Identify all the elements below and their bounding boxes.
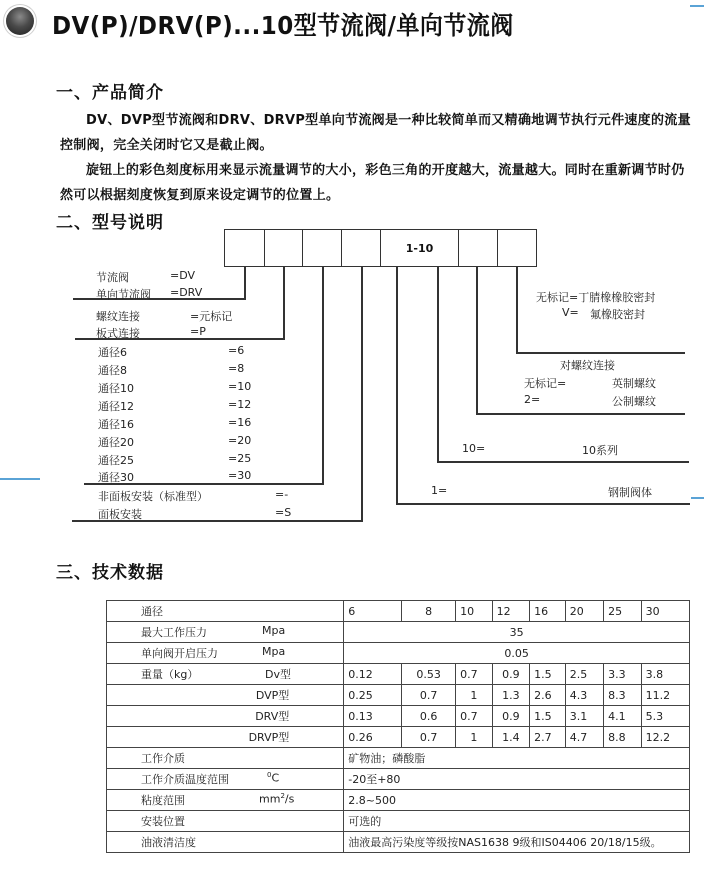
page-title: DV(P)/DRV(P)...10型节流阀/单向节流阀 — [52, 11, 514, 40]
row-label: 通径 — [107, 601, 344, 622]
weight-cell: 0.9 — [492, 706, 529, 727]
option-label: 单向节流阀 — [96, 288, 151, 301]
weight-cell: 11.2 — [641, 685, 689, 706]
connector-line — [244, 267, 246, 299]
option-label: 通径16 — [98, 418, 134, 431]
weight-cell: 3.3 — [604, 664, 641, 685]
weight-cell: 0.7 — [402, 685, 456, 706]
weight-cell: 8.3 — [604, 685, 641, 706]
connector-line — [396, 503, 690, 505]
body-option-code: 1= — [431, 484, 448, 497]
seal-option-label: 氟橡胶密封 — [590, 308, 645, 321]
table-row — [107, 622, 690, 643]
code-box — [224, 229, 264, 267]
code-box — [264, 229, 302, 267]
option-code: =S — [275, 506, 292, 519]
option-code: =DRV — [170, 286, 203, 299]
weight-cell: 1.3 — [492, 685, 529, 706]
intro-paragraph: DV、DVP型节流阀和DRV、DRVP型单向节流阀是一种比较简单而又精确地调节执行元件速度的流量控制阀，完全关闭时它又是截止阀。 — [60, 113, 691, 153]
unit-label: Mpa — [262, 624, 286, 637]
table-row — [107, 790, 690, 811]
seal-option-code: V= — [562, 306, 579, 319]
size-cell: 8 — [402, 601, 456, 622]
option-label: 节流阀 — [96, 271, 129, 284]
option-code: =10 — [228, 380, 252, 393]
thread-option-label: 公制螺纹 — [612, 395, 656, 408]
intro-text — [60, 108, 692, 208]
connector-line — [476, 267, 478, 414]
connector-line — [322, 267, 324, 484]
value-cell: 35 — [344, 622, 690, 643]
table-row — [107, 832, 690, 853]
weight-cell: 0.12 — [344, 664, 402, 685]
row-label: 单向阀开启压力 Mpa — [107, 643, 344, 664]
tech-data-table — [106, 600, 690, 853]
section-heading-model: 二、型号说明 — [56, 213, 164, 233]
valve-type-label: DRVP型 — [107, 727, 344, 748]
value-cell: 2.8~500 — [344, 790, 690, 811]
decorative-line — [0, 478, 40, 480]
thread-option-label: 英制螺纹 — [612, 377, 656, 390]
table-row — [107, 706, 690, 727]
size-cell: 16 — [530, 601, 566, 622]
weight-cell: 0.7 — [456, 664, 493, 685]
connector-line — [396, 267, 398, 504]
unit-label: Mpa — [262, 645, 286, 658]
option-code: =- — [275, 488, 289, 501]
connector-line — [516, 267, 518, 353]
option-label: 通径6 — [98, 346, 127, 359]
code-box — [458, 229, 497, 267]
valve-type-label: DRV型 — [107, 706, 344, 727]
weight-cell: 0.7 — [402, 727, 456, 748]
value-cell: 0.05 — [344, 643, 690, 664]
table-row — [107, 727, 690, 748]
option-code: =30 — [228, 469, 252, 482]
weight-cell: 4.7 — [565, 727, 603, 748]
thread-title: 对螺纹连接 — [560, 359, 615, 372]
title-bullet-icon — [6, 7, 34, 35]
weight-cell: 0.7 — [456, 706, 493, 727]
option-code: =6 — [228, 344, 245, 357]
table-row — [107, 601, 690, 622]
code-box — [497, 229, 537, 267]
value-cell: 矿物油；磷酸脂 — [344, 748, 690, 769]
option-code: =P — [190, 325, 206, 338]
option-label: 通径10 — [98, 382, 134, 395]
row-label: 粘度范围 $mm^2/s$ — [107, 790, 344, 811]
weight-cell: 1 — [456, 685, 493, 706]
table-row — [107, 664, 690, 685]
weight-cell: 1.5 — [530, 706, 566, 727]
option-label: 螺纹连接 — [96, 310, 140, 323]
size-cell: 6 — [344, 601, 402, 622]
option-label: 通径12 — [98, 400, 134, 413]
weight-cell: 3.1 — [565, 706, 603, 727]
table-row — [107, 643, 690, 664]
series-option-code: 10= — [462, 442, 486, 455]
option-code: =12 — [228, 398, 252, 411]
weight-cell: 0.13 — [344, 706, 402, 727]
weight-cell: 4.3 — [565, 685, 603, 706]
weight-cell: 0.26 — [344, 727, 402, 748]
weight-cell: 1 — [456, 727, 493, 748]
row-label: 安装位置 — [107, 811, 344, 832]
decorative-line — [691, 497, 704, 499]
connector-line — [437, 461, 689, 463]
valve-type-label: DVP型 — [107, 685, 344, 706]
option-code: =20 — [228, 434, 252, 447]
code-box — [341, 229, 380, 267]
weight-cell: 2.5 — [565, 664, 603, 685]
intro-paragraph: 旋钮上的彩色刻度标用来显示流量调节的大小，彩色三角的开度越大，流量越大。同时在重新调节时仍然可以根据刻度恢复到原来设定调节的位置上。 — [60, 163, 685, 203]
valve-type-label: Dv型 — [265, 668, 291, 681]
weight-cell: 8.8 — [604, 727, 641, 748]
size-cell: 10 — [456, 601, 493, 622]
unit-label: $^0$C — [267, 771, 280, 785]
option-label: 通径8 — [98, 364, 127, 377]
option-code: =元标记 — [190, 310, 233, 323]
option-code: =8 — [228, 362, 245, 375]
connector-line — [516, 352, 685, 354]
code-box — [302, 229, 341, 267]
thread-option-code: 无标记= — [524, 377, 567, 390]
weight-cell: 2.6 — [530, 685, 566, 706]
connector-line — [476, 413, 685, 415]
decorative-line — [690, 5, 704, 7]
value-cell: 可选的 — [344, 811, 690, 832]
table-row — [107, 685, 690, 706]
row-label: 最大工作压力 Mpa — [107, 622, 344, 643]
weight-cell: 5.3 — [641, 706, 689, 727]
weight-cell: 0.53 — [402, 664, 456, 685]
size-cell: 30 — [641, 601, 689, 622]
table-row — [107, 748, 690, 769]
thread-option-code: 2= — [524, 393, 541, 406]
row-label: 重量（kg） Dv型 — [107, 664, 344, 685]
code-box-series: 1-10 — [380, 229, 458, 267]
connector-line — [437, 267, 439, 462]
option-code: =DV — [170, 269, 196, 282]
row-label: 工作介质 — [107, 748, 344, 769]
weight-cell: 0.9 — [492, 664, 529, 685]
section-heading-tech: 三、技术数据 — [56, 563, 164, 583]
weight-cell: 0.25 — [344, 685, 402, 706]
option-label: 面板安装 — [98, 508, 142, 521]
connector-line — [361, 267, 363, 521]
option-code: =16 — [228, 416, 252, 429]
value-cell: 油液最高污染度等级按NAS1638 9级和IS04406 20/18/15级。 — [344, 832, 690, 853]
row-label: 油液清洁度 — [107, 832, 344, 853]
row-label: 工作介质温度范围 $^0$C — [107, 769, 344, 790]
body-option-label: 钢制阀体 — [608, 486, 652, 499]
weight-cell: 4.1 — [604, 706, 641, 727]
size-cell: 25 — [604, 601, 641, 622]
table-row — [107, 769, 690, 790]
option-label: 非面板安装（标准型） — [98, 490, 208, 503]
connector-line — [283, 267, 285, 339]
weight-cell: 1.5 — [530, 664, 566, 685]
option-label: 通径25 — [98, 454, 134, 467]
option-label: 通径20 — [98, 436, 134, 449]
unit-label: $mm^2/s$ — [259, 792, 295, 806]
size-cell: 12 — [492, 601, 529, 622]
option-label: 通径30 — [98, 471, 134, 484]
value-cell: -20至+80 — [344, 769, 690, 790]
section-heading-intro: 一、产品简介 — [56, 83, 164, 103]
option-code: =25 — [228, 452, 252, 465]
weight-cell: 1.4 — [492, 727, 529, 748]
seal-option: 无标记=丁腈橡橡胶密封 — [536, 291, 656, 304]
table-row — [107, 811, 690, 832]
weight-cell: 12.2 — [641, 727, 689, 748]
weight-cell: 3.8 — [641, 664, 689, 685]
series-option-label: 10系列 — [582, 444, 618, 457]
size-cell: 20 — [565, 601, 603, 622]
weight-cell: 2.7 — [530, 727, 566, 748]
weight-cell: 0.6 — [402, 706, 456, 727]
option-label: 板式连接 — [96, 327, 140, 340]
